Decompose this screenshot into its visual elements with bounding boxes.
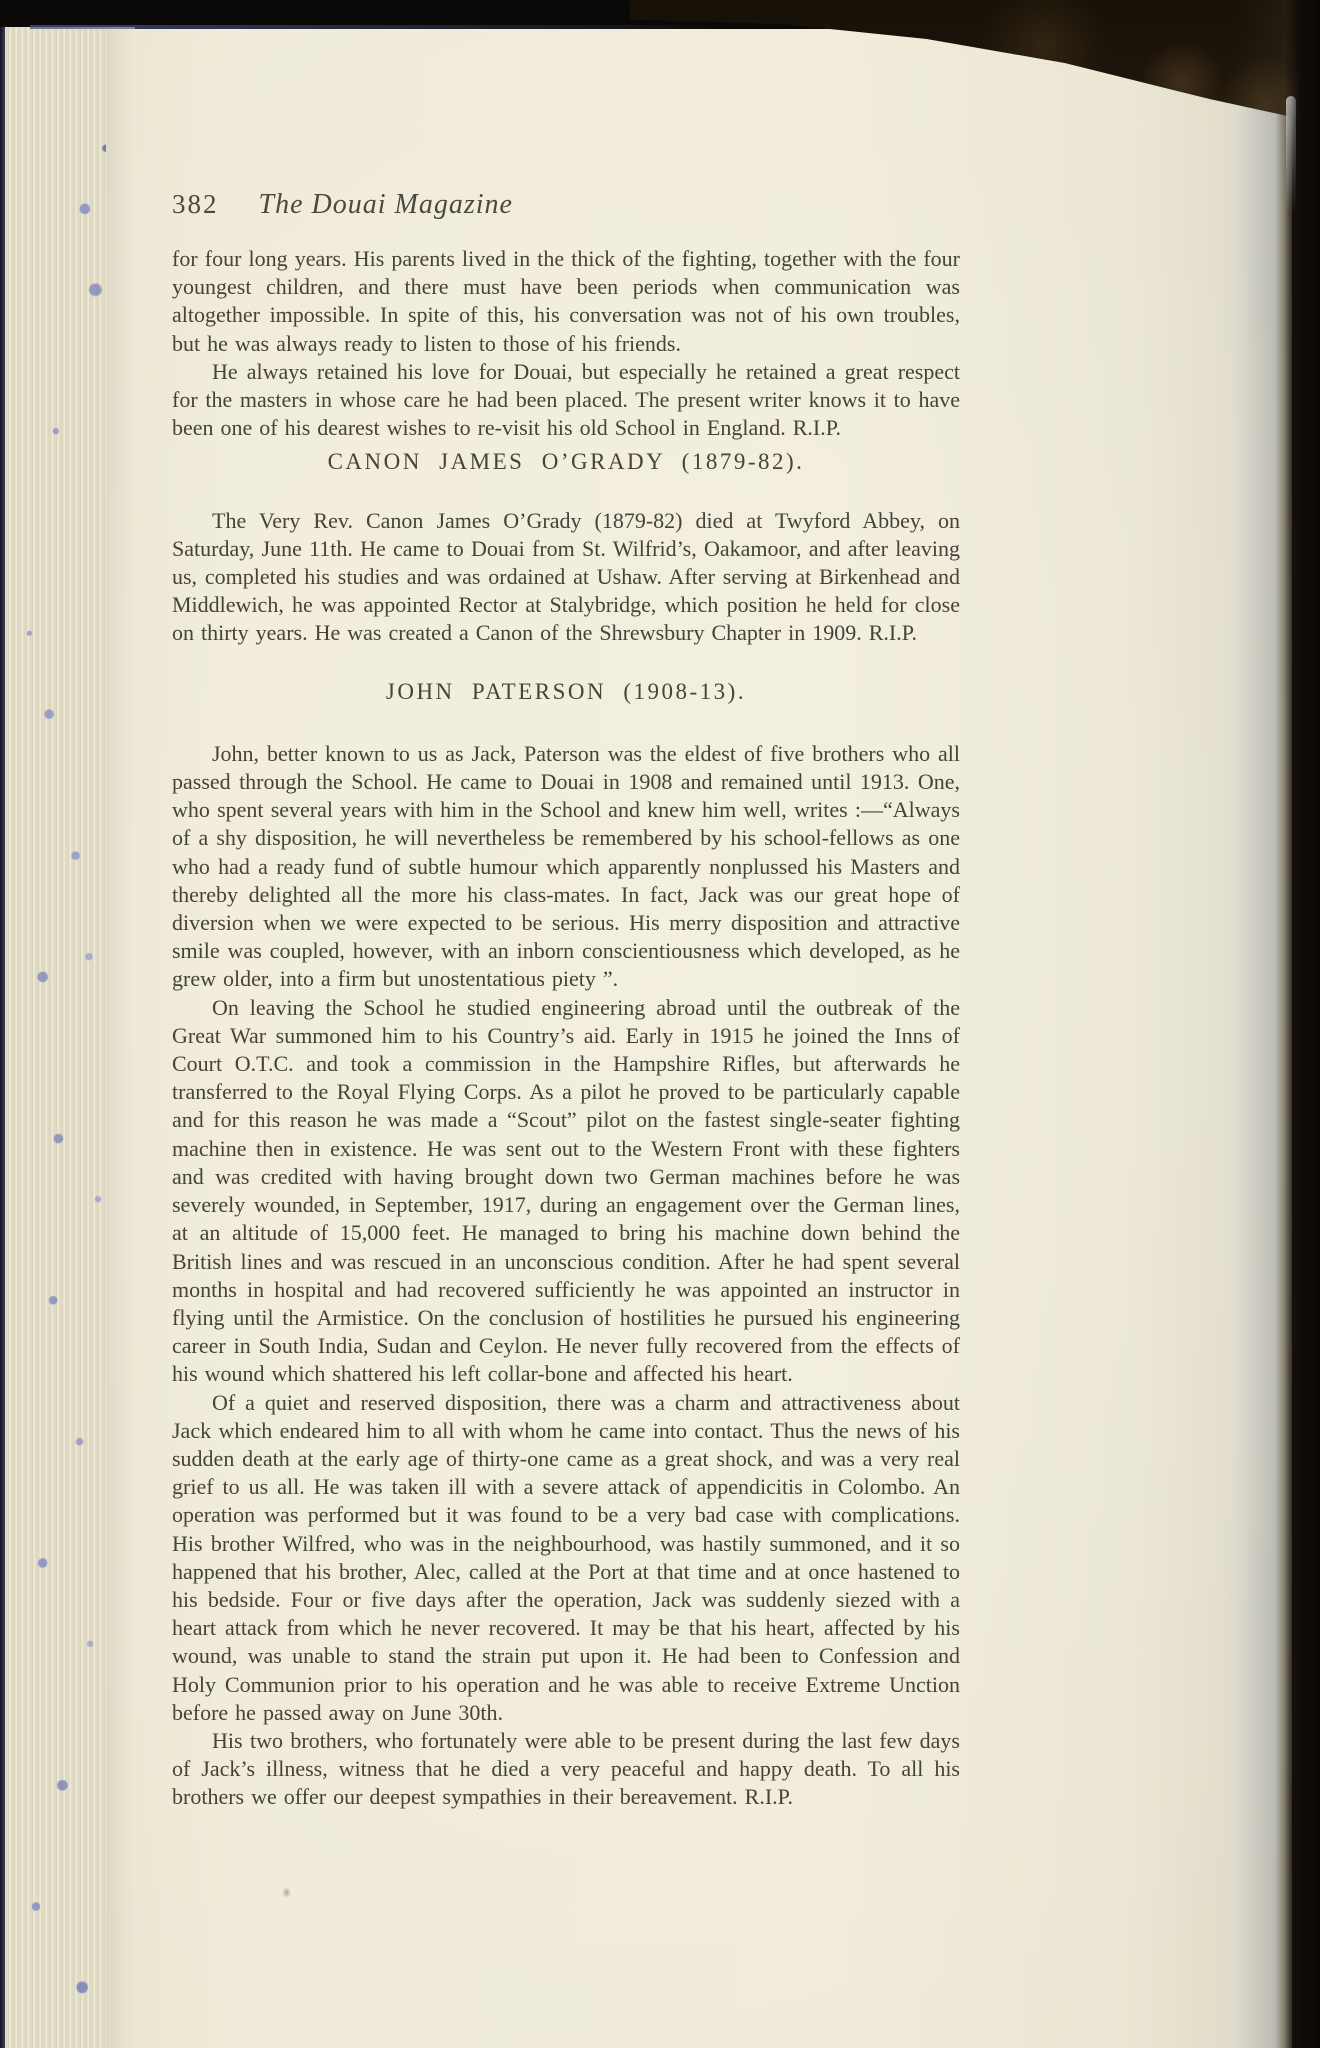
ink-smudge (282, 1887, 291, 1898)
obituary-paragraph: Of a quiet and reserved disposition, there was a charm and attractiveness about Jack which endeared him to all with whom he came into contact. Thus the news of his sudden death at the early age of thirty-one came as a great shock, and was a very real grief to us all. He was taken ill with a severe attack of appendicitis in Colombo. An operation was performed but it was found to be a very bad case with complications. His brother Wilfred, who was in the neighbourhood, was hastily summoned, and it so happened that his brother, Alec, called at the Port at that time and at once hastened to his bedside. Four or five days after the operation, Jack was suddenly siezed with a heart attack from which he never recovered. It may be that his heart, affected by his wound, was unable to stand the strain put upon it. He had been to Confession and Holy Communion prior to his operation and he was able to receive Extreme Unction before he passed away on June 30th. (172, 1389, 960, 1725)
obituaries-text-block (172, 245, 960, 1812)
obituary-paragraph: His two brothers, who fortunately were able to be present during the last few days of Jack’s illness, witness that he died a very peaceful and happy death. To all his brothers we offer our deepest sympathies in their bereavement. R.I.P. (172, 1727, 960, 1810)
book-page (106, 29, 1292, 2048)
page-edge-highlight (1286, 96, 1296, 226)
magazine-title: The Douai Magazine (258, 189, 513, 220)
obituary-paragraph: The Very Rev. Canon James O’Grady (1879-82) died at Twyford Abbey, on Saturday, June 11th. He came to Douai from St. Wilfrid’s, Oakamoor, and after leaving us, completed his studies and was ordained at Ushaw. After serving at Birkenhead and Middlewich, he was appointed Rector at Stalybridge, which position he held for close on thirty years. He was created a Canon of the Shrewsbury Chapter in 1909. R.I.P. (172, 507, 960, 646)
obituary-heading-ogrady: CANON JAMES O’GRADY (1879-82). (327, 449, 805, 475)
obituary-paragraph: for four long years. His parents lived in the thick of the fighting, together with the four youngest children, and there must have been periods when communication was altogether impossible. In spite of this, his conversation was not of his own troubles, but he was always ready to listen to those of his friends. (172, 246, 960, 356)
obituary-paragraph: On leaving the School he studied engineering abroad until the outbreak of the Great War summoned him to his Country’s aid. Early in 1915 he joined the Inns of Court O.T.C. and took a commission in the Hampshire Rifles, but afterwards he transferred to the Royal Flying Corps. As a pilot he proved to be particularly capable and for this reason he was made a “Scout” pilot on the fastest single-seater fighting machine then in existence. He was sent out to the Western Front with these fighters and was credited with having brought down two German machines before he was severely wounded, in September, 1917, during an engagement over the German lines, at an altitude of 15,000 feet. He managed to bring his machine down behind the British lines and was rescued in an unconscious condition. After he had spent several months in hospital and had recovered sufficiently he was appointed an instructor in flying until the Armistice. On the conclusion of hostilities he pursued his engineering career in South India, Sudan and Ceylon. He never fully recovered from the effects of his wound which shattered his left collar-bone and affected his heart. (172, 994, 960, 1387)
running-head (172, 189, 958, 221)
obituary-paragraph: John, better known to us as Jack, Paterson was the eldest of five brothers who all passed through the School. He came to Douai in 1908 and remained until 1913. One, who spent several years with him in the School and knew him well, writes :—“Always of a shy disposition, he will nevertheless be remembered by his school-fellows as one who had a ready fund of subtle humour which apparently nonplussed his Masters and thereby delighted all the more his class-mates. In fact, Jack was our great hope of diversion when we were expected to be serious. His merry disposition and attractive smile was coupled, however, with an inborn conscientiousness which developed, as he grew older, into a firm but unostentatious piety ”. (172, 740, 960, 992)
page-number: 382 (172, 189, 219, 219)
obituary-paragraph: He always retained his love for Douai, but especially he retained a great respect for the masters in whose care he had been placed. The present writer knows it to have been one of his dearest wishes to re-visit his old School in England. R.I.P. (172, 358, 960, 441)
obituary-heading-paterson: JOHN PATERSON (1908-13). (385, 678, 747, 704)
